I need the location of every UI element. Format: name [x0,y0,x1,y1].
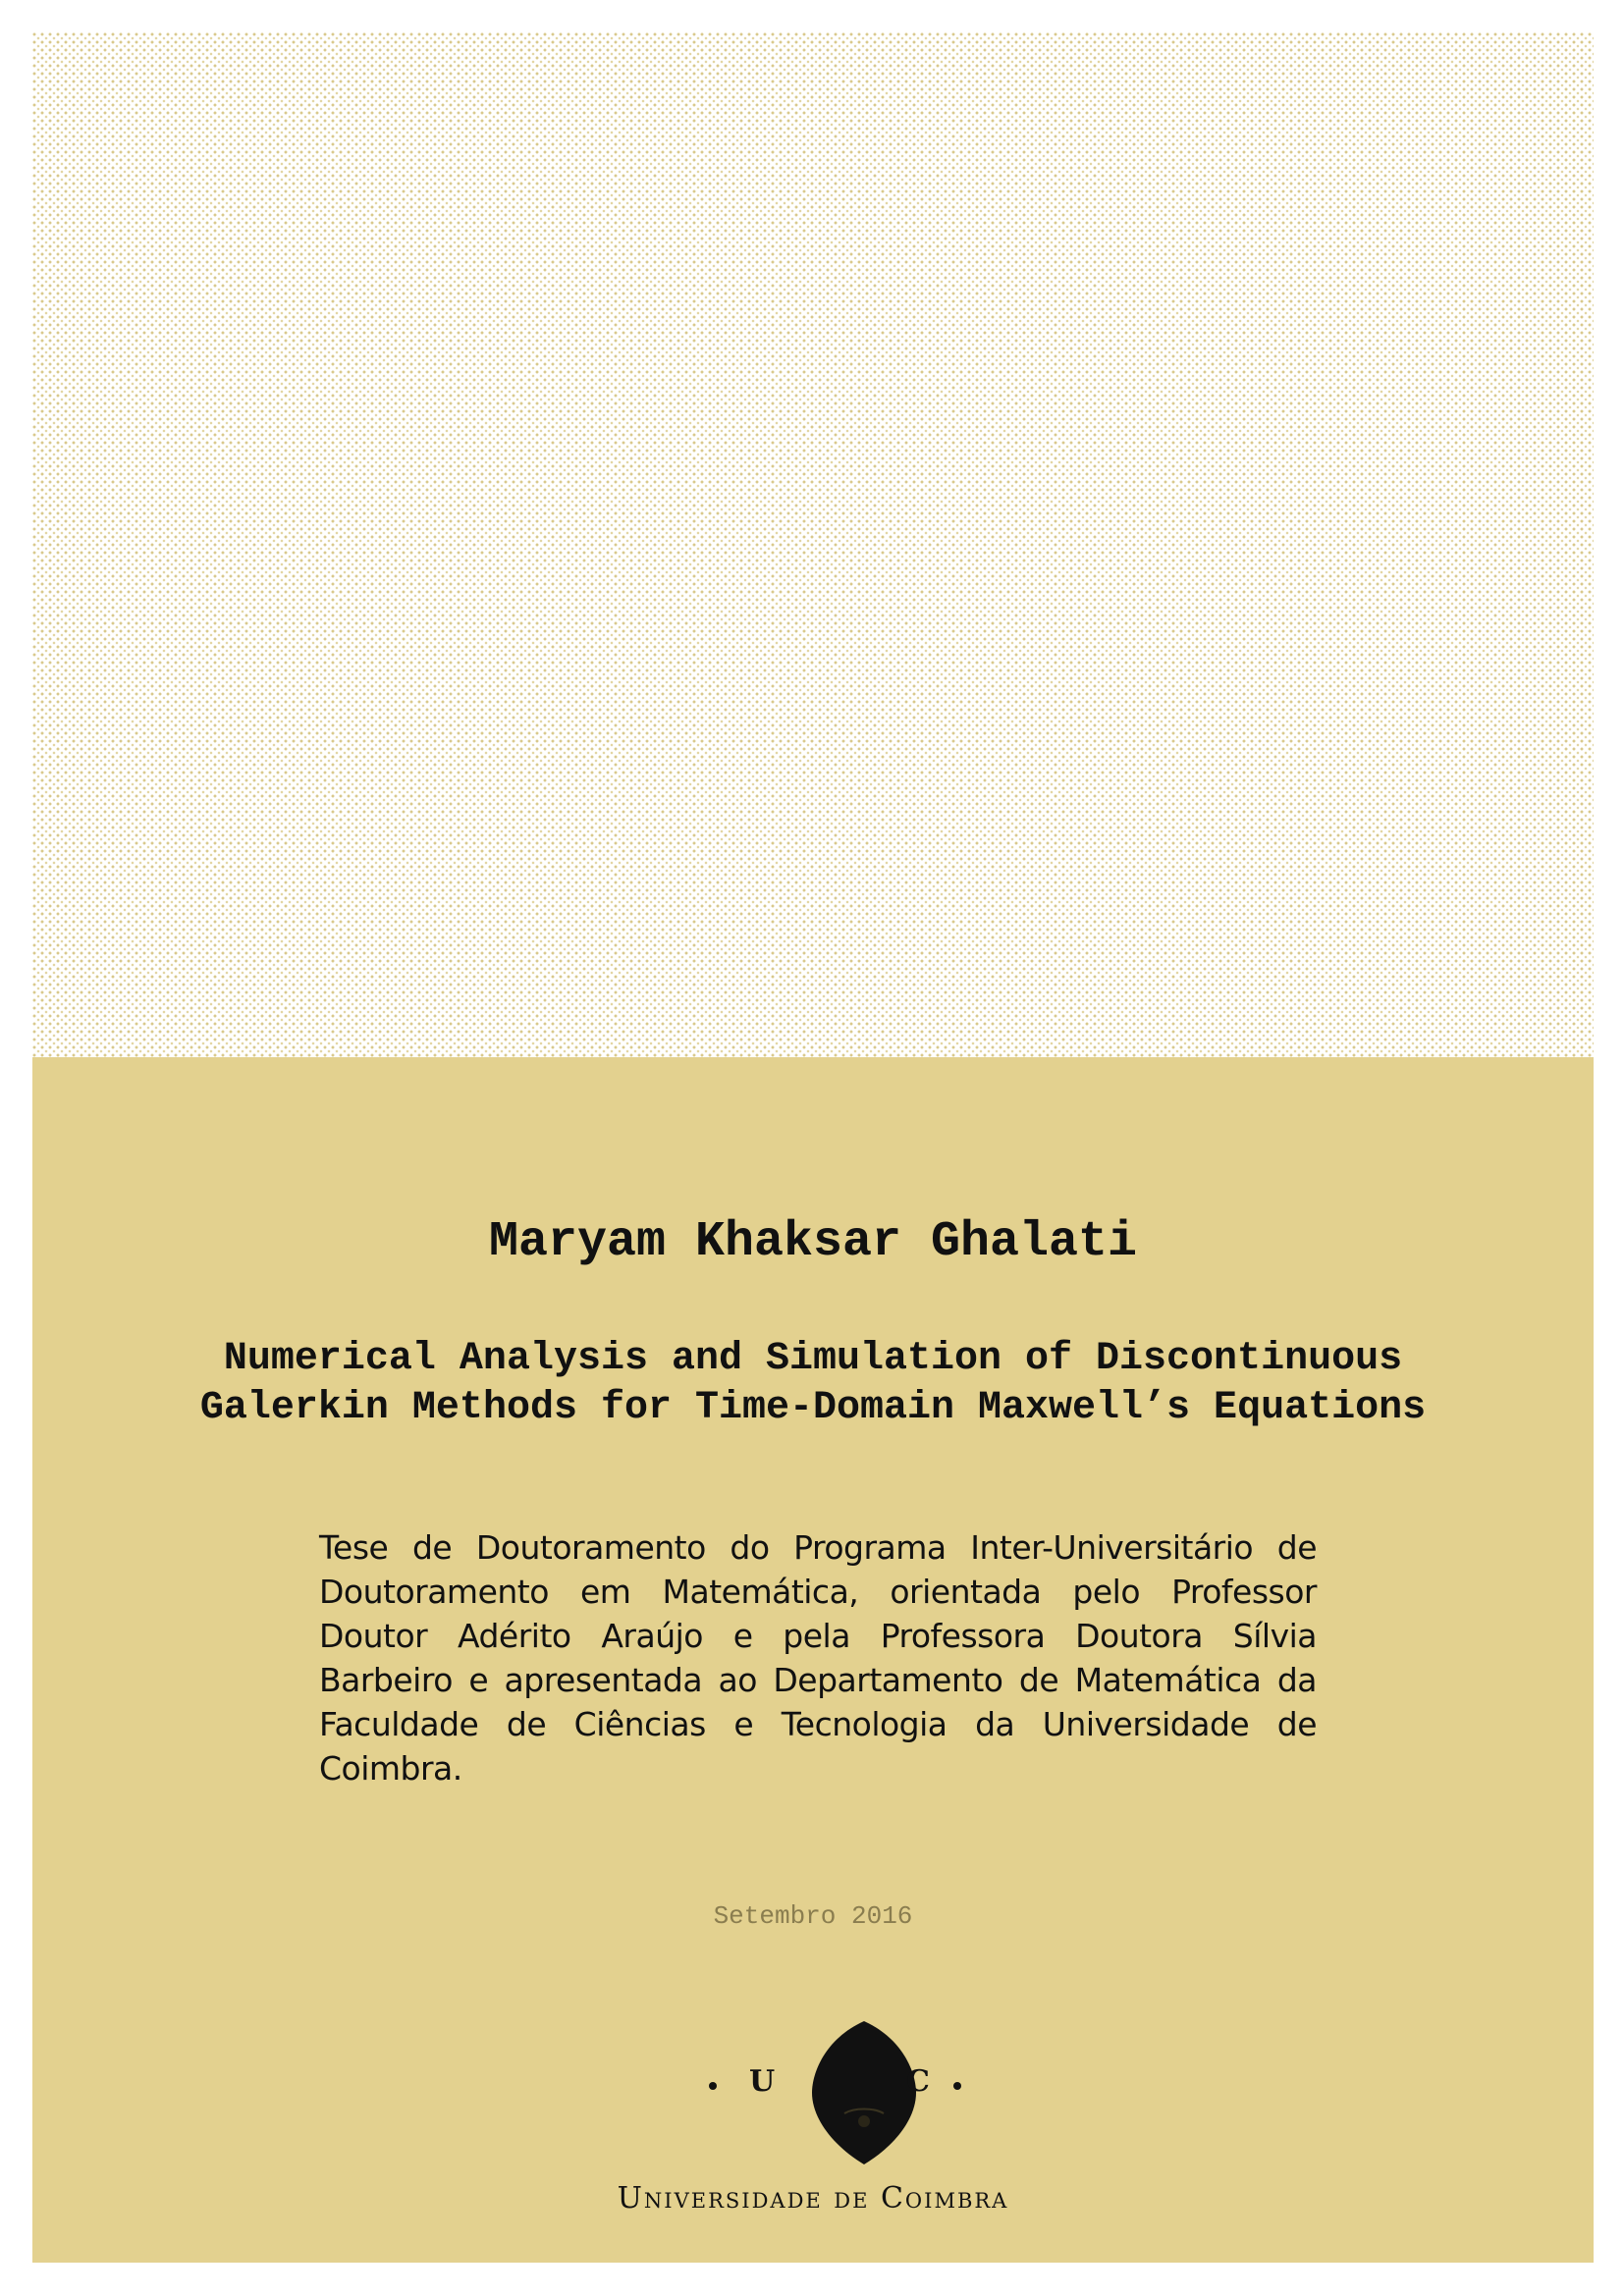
author-name: Maryam Khaksar Ghalati [488,1214,1138,1270]
thesis-title-line-1: Numerical Analysis and Simulation of Discontinuous [223,1337,1403,1381]
thesis-cover [32,32,1594,2263]
logo-dot-right [953,2082,961,2090]
thesis-title-line-2: Galerkin Methods for Time-Domain Maxwell’s Equations [199,1386,1427,1430]
decorative-pattern [32,32,1594,1057]
cover-panel [32,1057,1594,2263]
university-logo [661,2019,965,2166]
submission-date: Setembro 2016 [713,1901,913,1931]
logo-dot-left [709,2082,717,2090]
logo-letter-u: U [749,2064,776,2099]
thesis-description: Tese de Doutoramento do Programa Inter-Universitário de Doutoramento em Matemática, orientada pelo Professor Doutor Adérito Araújo e pela Professora Doutora Sílvia Barbeiro e apresentada ao Departamento de Matemática da Faculdade de Ciências e Tecnologia da Universidade de Coimbra. [319,1528,1317,1788]
logo-letter-c: C [906,2064,930,2099]
university-name: Universidade de Coimbra [617,2181,1009,2216]
seal-icon [810,2019,918,2166]
thesis-title [32,1335,1594,1433]
